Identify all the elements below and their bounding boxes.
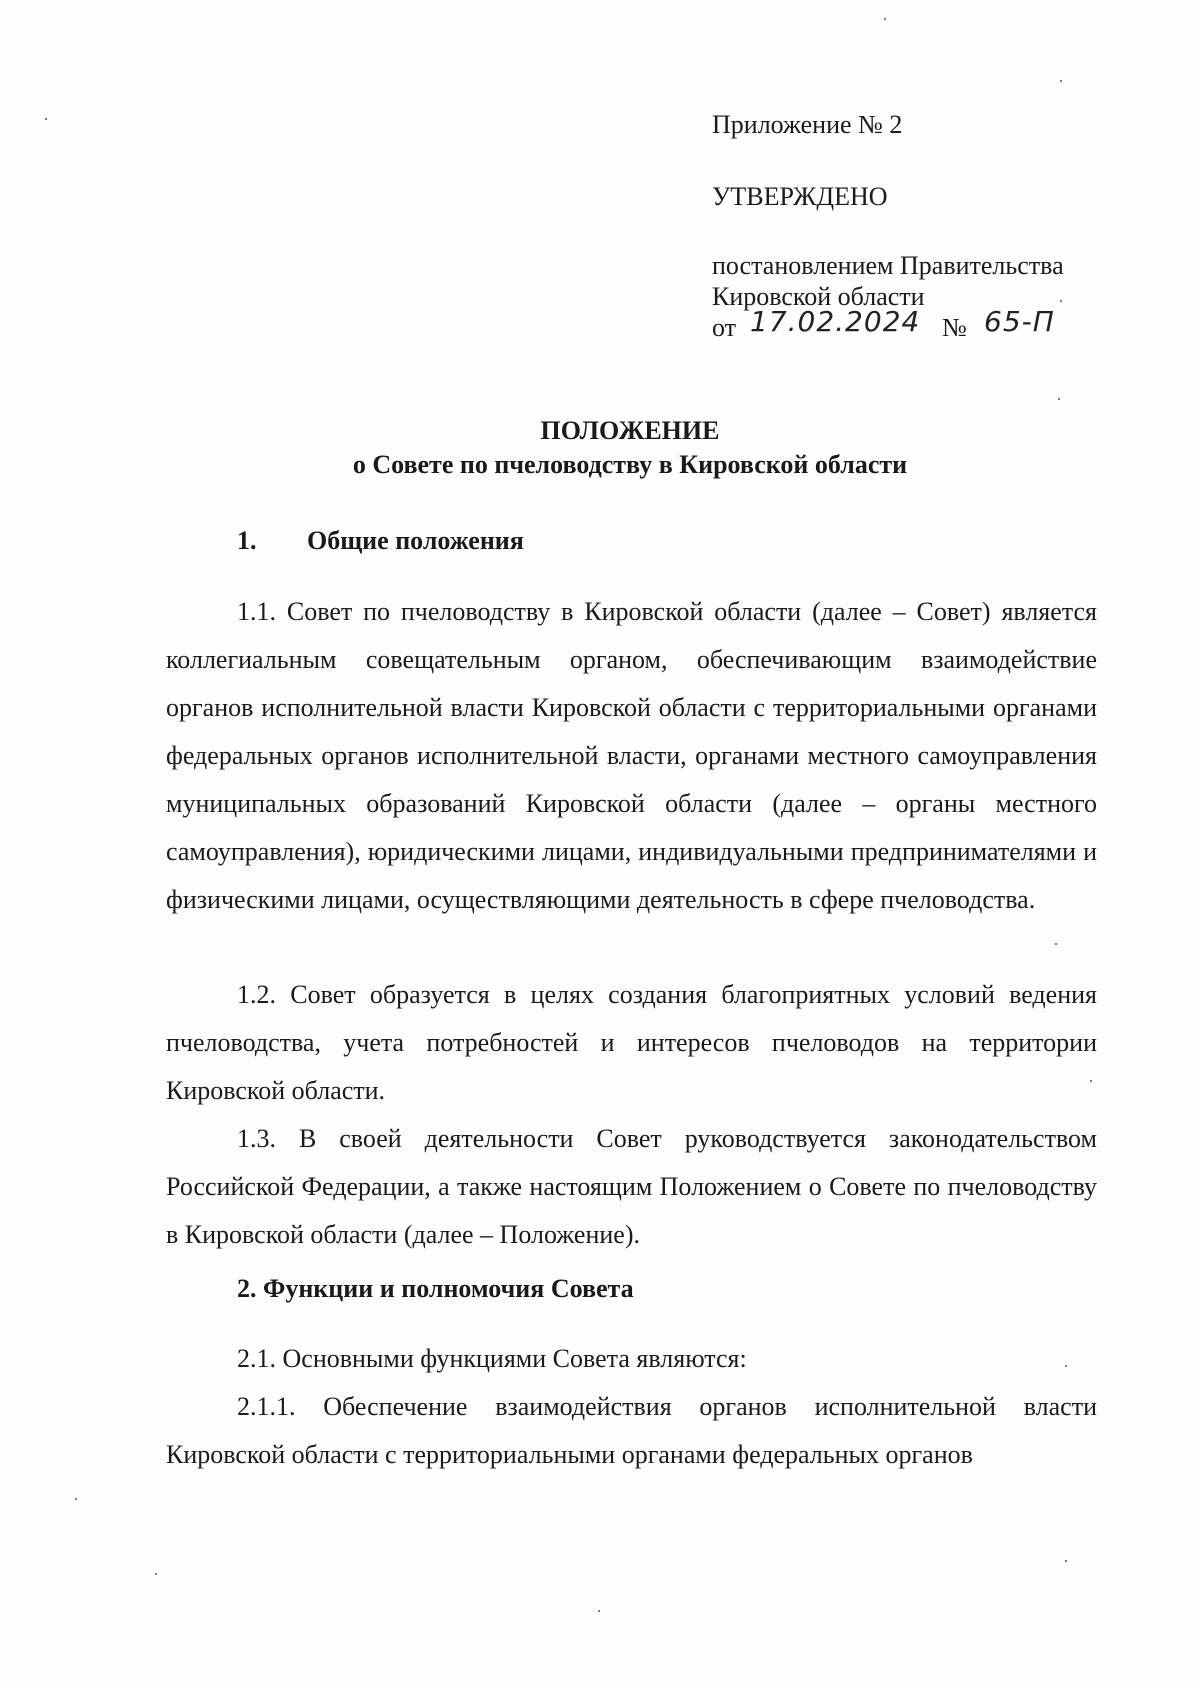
decree-line-2: Кировской области [712,282,925,311]
handwritten-number: 65-П [984,305,1055,338]
paragraph-2-1-1: 2.1.1. Обеспечение взаимодействия органов исполнительной власти Кировской области с территориальными органами федеральных органов [166,1392,1097,1469]
annex-label: Приложение № 2 [712,110,903,139]
scan-speck [45,118,47,120]
document-title: ПОЛОЖЕНИЕ [540,416,720,445]
section-1-title: Общие положения [307,526,524,555]
paragraph-1-3: 1.3. В своей деятельности Совет руководствуется законодательством Российской Федерации, а также настоящим Положением о Совете по пчеловодству в Кировской области (далее – Положение). [166,1124,1097,1249]
section-2-heading: 2. Функции и полномочия Совета [237,1274,634,1303]
scan-speck [1090,1080,1092,1082]
paragraph-2-1: 2.1. Основными функциями Совета являются: [237,1344,747,1373]
scan-speck [155,1573,157,1575]
scan-speck [1060,80,1062,82]
approved-label: УТВЕРЖДЕНО [712,182,888,211]
paragraph-1-2: 1.2. Совет образуется в целях создания благоприятных условий ведения пчеловодства, учета потребностей и интересов пчеловодов на территории Кировской области. [166,980,1097,1105]
decree-date-line [712,305,1064,343]
scan-speck [75,1498,77,1500]
section-1-heading [237,525,524,556]
scan-speck [1065,1365,1067,1367]
paragraph-1-1: 1.1. Совет по пчеловодству в Кировской области (далее – Совет) является коллегиальным совещательным органом, обеспечивающим взаимодействие органов исполнительной власти Кировской области с территориальными органами федеральных органов исполнительной власти, органами местного самоуправления муниципальных образований Кировской области (далее – органы местного самоуправления), юридическими лицами, индивидуальными предпринимателями и физическими лицами, осуществляющими деятельность в сфере пчеловодства. [166,597,1097,914]
scan-speck [1065,1560,1067,1562]
number-prefix: № [942,313,967,342]
decree-line-1: постановлением Правительства [712,251,1064,280]
decree-reference [712,250,1064,343]
handwritten-date: 17.02.2024 [750,305,921,338]
date-prefix: от [712,313,737,342]
scan-speck [598,1610,600,1612]
scan-speck [1058,398,1060,400]
document-subtitle: о Совете по пчеловодству в Кировской области [352,450,908,479]
scan-speck [1055,943,1057,945]
scan-speck [884,18,886,20]
scan-speck [1060,300,1062,302]
section-1-number: 1. [237,526,257,555]
